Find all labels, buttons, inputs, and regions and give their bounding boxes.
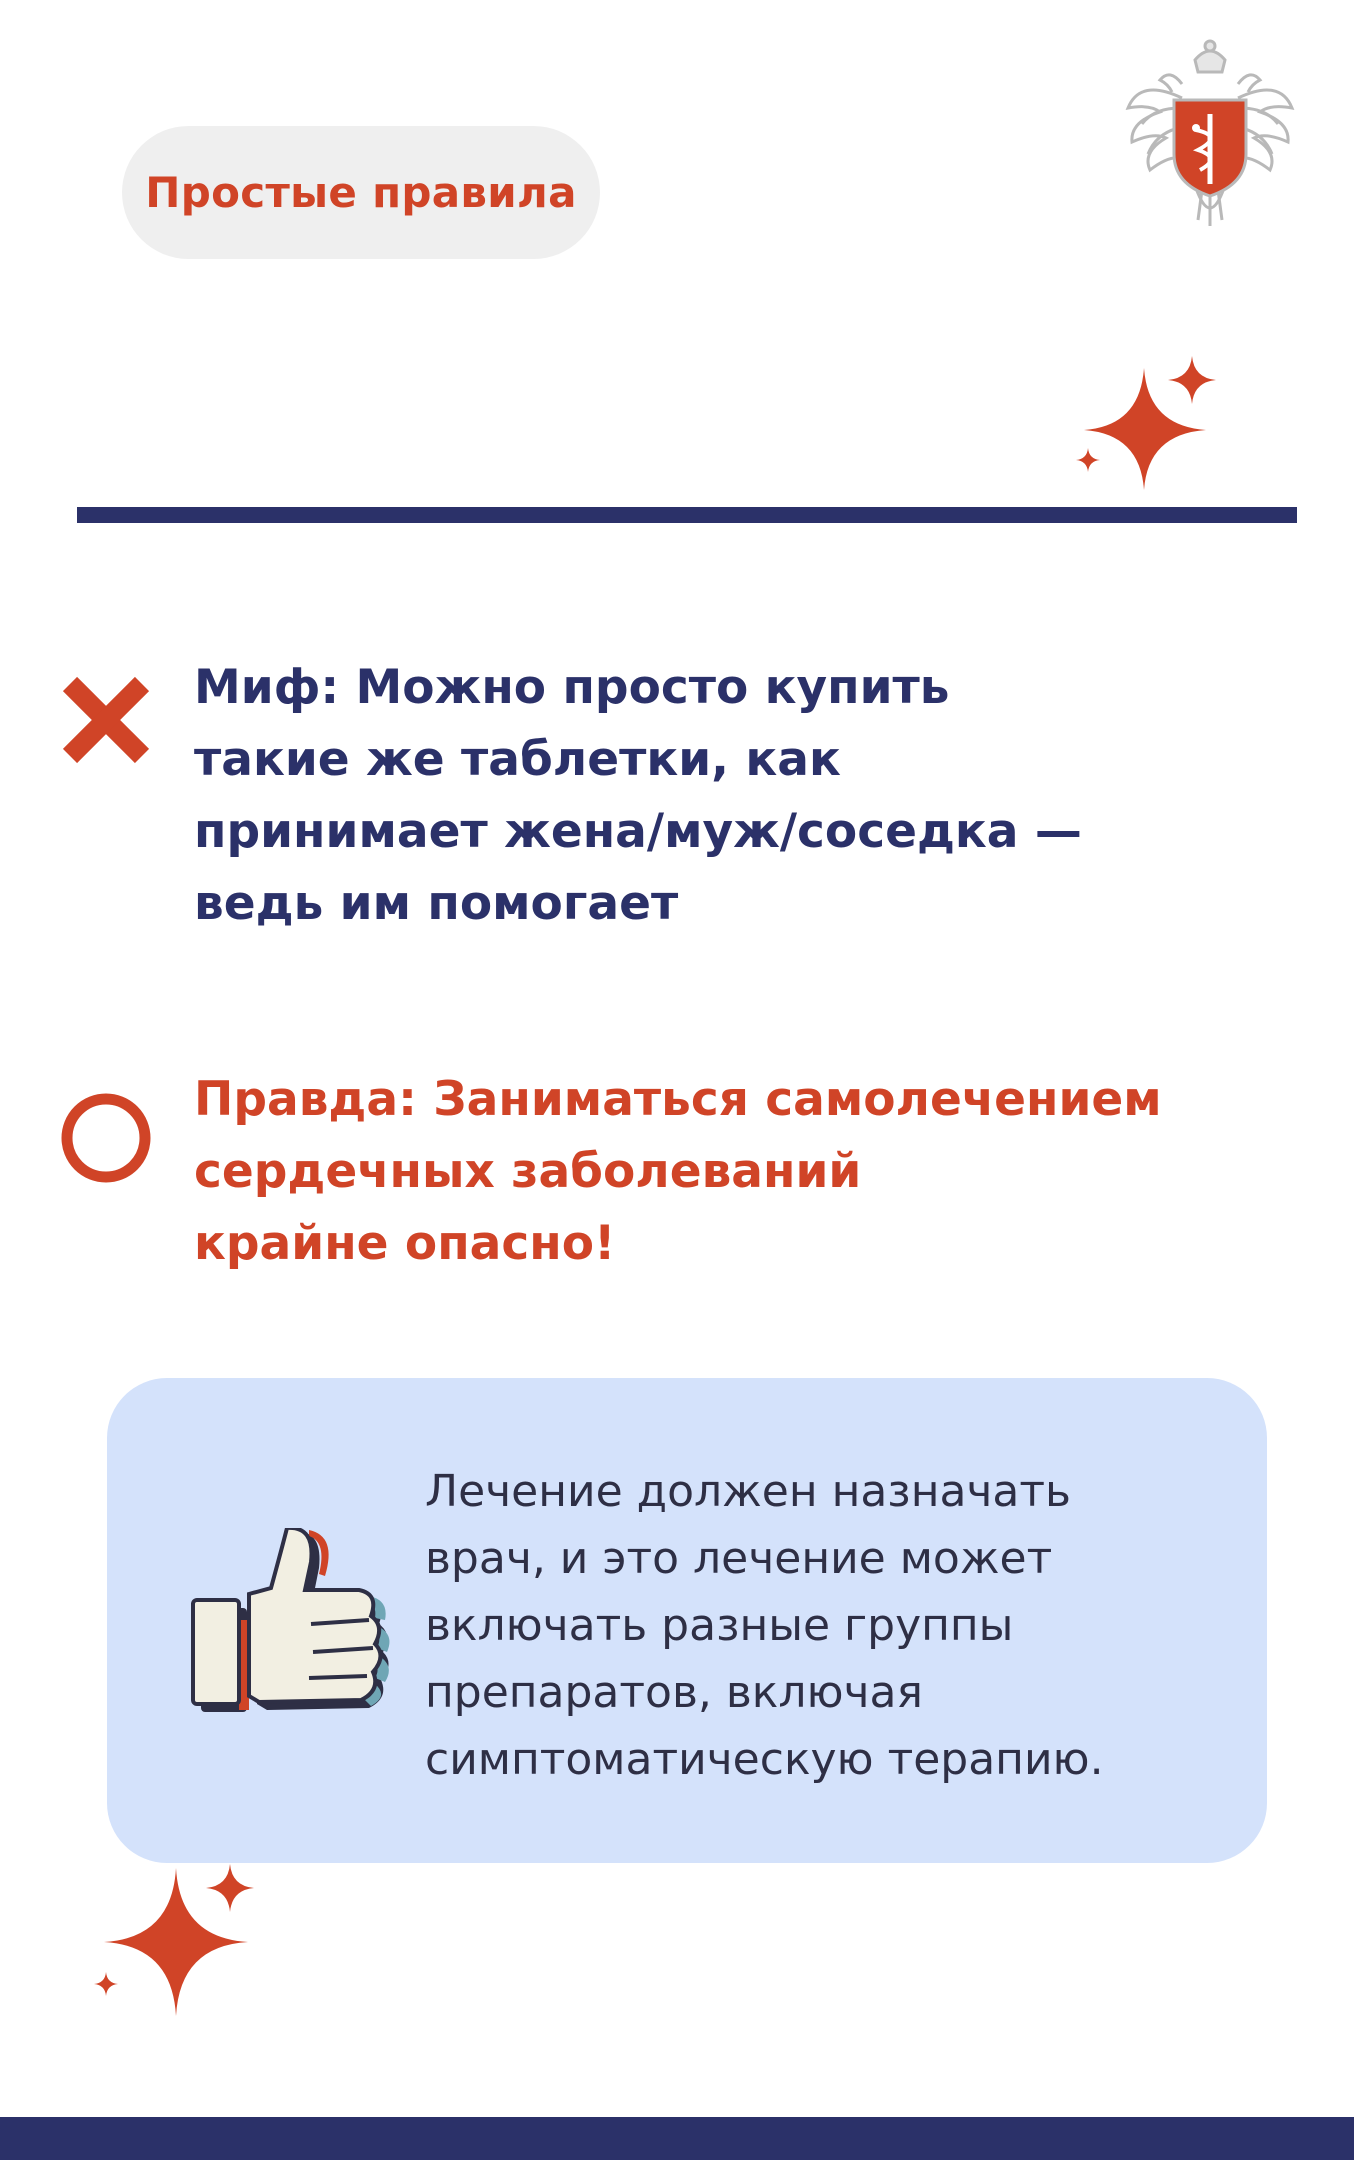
rubric-tag-label: Простые правила (145, 168, 577, 217)
sparkle-icon-top (1072, 356, 1222, 496)
myth-statement: Миф: Можно просто купить такие же таблетки, как принимает жена/муж/соседка — ведь им помогает (194, 660, 1082, 931)
cross-icon (58, 672, 154, 768)
advice-card (107, 1378, 1267, 1863)
section-divider (77, 507, 1297, 523)
coat-of-arms-emblem (1120, 38, 1300, 230)
footer-bar (0, 2117, 1354, 2160)
rubric-tag (122, 126, 600, 259)
truth-statement: Правда: Заниматься самолечением сердечных заболеваний крайне опасно! (194, 1072, 1162, 1271)
sparkle-icon-bottom (86, 1862, 266, 2022)
thumbs-up-icon (191, 1528, 391, 1718)
advice-text: Лечение должен назначать врач, и это лечение может включать разные группы препаратов, включая симптоматическую терапию. (425, 1466, 1104, 1785)
circle-icon (58, 1090, 154, 1186)
